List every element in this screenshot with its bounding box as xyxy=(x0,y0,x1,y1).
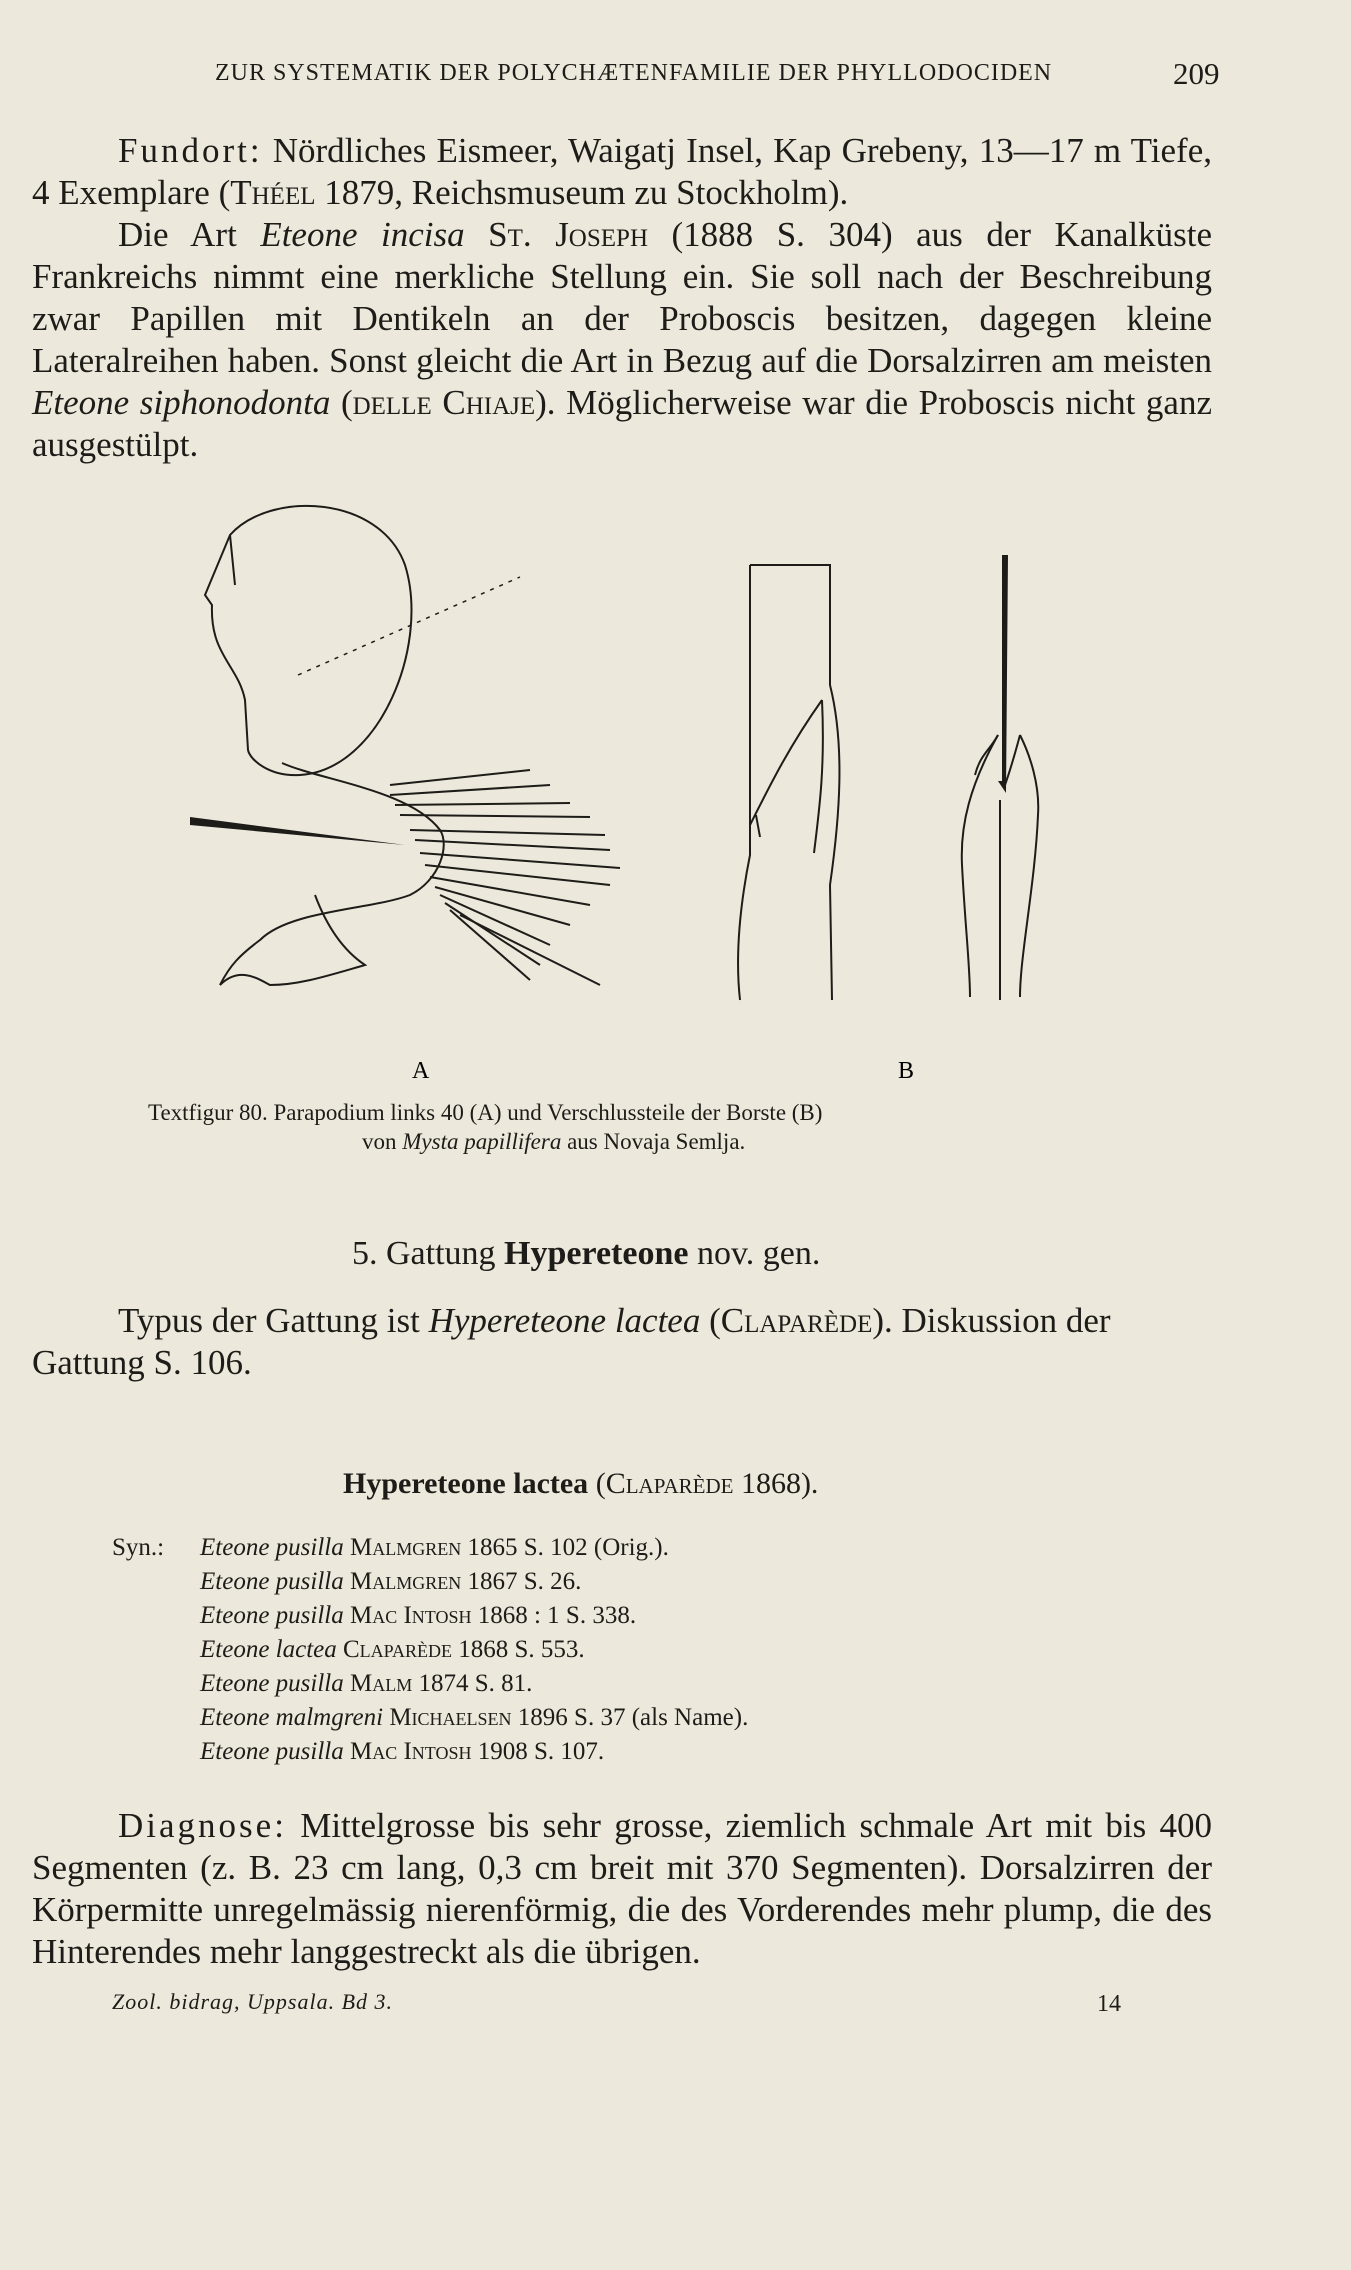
author-theel: Théel xyxy=(230,173,316,212)
figure-label-a: A xyxy=(412,1058,430,1084)
synonym-ref: 1868 S. 553. xyxy=(452,1636,585,1663)
synonym-ref: 1896 S. 37 (als Name). xyxy=(511,1704,749,1731)
species-author: Claparède xyxy=(605,1467,734,1500)
seta-closure-drawing-b xyxy=(738,565,1038,1000)
text-run: ). Möglicherweise war die Proboscis nicht ganz ausgestülpt. xyxy=(32,383,1212,464)
text-run: nov. gen. xyxy=(688,1235,821,1272)
species-heading xyxy=(343,1467,818,1501)
author-st-joseph: St. Joseph xyxy=(488,215,648,254)
synonym-row xyxy=(112,1599,748,1633)
synonym-author: Malm xyxy=(349,1670,413,1697)
synonym-author: Malmgren xyxy=(349,1534,462,1561)
author-claparede: Claparède xyxy=(720,1301,873,1340)
synonym-name: Eteone pusilla xyxy=(200,1738,344,1765)
text-run xyxy=(465,215,489,254)
synonym-row xyxy=(112,1701,748,1735)
synonym-prefix: Syn.: xyxy=(112,1534,165,1561)
caption-line-1: Textfigur 80. Parapodium links 40 (A) und Verschlussteile der Borste (B) xyxy=(148,1100,823,1125)
text-run: Typus der Gattung ist xyxy=(118,1301,429,1340)
synonym-row xyxy=(112,1735,748,1769)
synonym-ref: 1865 S. 102 (Orig.). xyxy=(461,1534,669,1561)
author-delle-chiaje: delle Chiaje xyxy=(352,383,536,422)
synonym-name: Eteone pusilla xyxy=(200,1568,344,1595)
synonym-row xyxy=(112,1531,748,1565)
fundort-paragraph xyxy=(32,130,1212,214)
section-heading xyxy=(352,1235,820,1273)
synonym-name: Eteone malmgreni xyxy=(200,1704,384,1731)
seta-shaft xyxy=(998,555,1008,793)
synonym-name: Eteone pusilla xyxy=(200,1534,344,1561)
text-run: ). Diskussion der Gattung S. 106. xyxy=(32,1301,1111,1382)
synonym-ref: 1868 : 1 S. 338. xyxy=(471,1602,637,1629)
fundort-tail: 1879, Reichsmuseum zu Stockholm). xyxy=(315,173,849,212)
text-run: ( xyxy=(700,1301,721,1340)
diagnose-text: Mittelgrosse bis sehr grosse, ziemlich schmale Art mit bis 400 Segmenten (z. B. 23 cm lang, 0,3 cm breit mit 370 Segmenten). Dorsalzirren der Körpermitte unregelmässig nierenförmig, die des Vorderendes mehr plump, die des Hinterendes mehr langgestreckt als die übrigen. xyxy=(32,1806,1212,1971)
caption-line-2 xyxy=(148,1127,1148,1156)
synonym-ref: 1874 S. 81. xyxy=(412,1670,533,1697)
text-run: ( xyxy=(330,383,353,422)
incisa-paragraph xyxy=(32,214,1212,466)
fundort-label: Fundort: xyxy=(118,131,263,170)
page-number: 209 xyxy=(1173,56,1220,91)
synonym-author: Claparède xyxy=(343,1636,453,1663)
synonym-list xyxy=(112,1531,748,1769)
text-run: aus Novaja Semlja. xyxy=(561,1129,746,1154)
diagnose-paragraph xyxy=(32,1805,1212,1973)
typus-paragraph xyxy=(32,1300,1212,1384)
synonym-name: Eteone pusilla xyxy=(200,1602,344,1629)
parapodium-drawing-a xyxy=(205,506,620,985)
text-run: 1868). xyxy=(733,1467,819,1500)
acicula xyxy=(190,817,405,845)
synonym-row xyxy=(112,1565,748,1599)
fundort-text: Nördliches Eismeer, Waigatj Insel, Kap Grebeny, 13—17 m Tiefe, 4 Exemplare ( xyxy=(32,131,1212,212)
species-name: Hypereteone lactea xyxy=(343,1467,589,1500)
text-run: 5. Gattung xyxy=(352,1235,505,1272)
synonym-author: Michaelsen xyxy=(389,1704,512,1731)
synonym-ref: 1867 S. 26. xyxy=(461,1568,582,1595)
species-eteone-siphonodonta: Eteone siphonodonta xyxy=(32,383,331,422)
species-mysta-papillifera: Mysta papillifera xyxy=(402,1129,562,1154)
sheet-number: 14 xyxy=(1097,1991,1121,2017)
synonym-author: Malmgren xyxy=(349,1568,462,1595)
intro-text xyxy=(32,130,1212,466)
synonym-row xyxy=(112,1633,748,1667)
text-run: (1888 S. 304) aus der Kanalküste Frankreichs nimmt eine merkliche Stellung ein. Sie soll nach der Beschreibung zwar Papillen mit Dentikeln an der Proboscis besitzen, dagegen kleine Lateralreihen haben. Sonst gleicht die Art in Bezug auf die Dorsalzirren am meisten xyxy=(32,215,1212,380)
textfigur-80-drawing xyxy=(150,485,1150,1084)
genus-hypereteone: Hypereteone xyxy=(504,1235,689,1272)
journal-footer: Zool. bidrag, Uppsala. Bd 3. xyxy=(112,1989,394,2014)
species-eteone-incisa: Eteone incisa xyxy=(260,215,465,254)
figure-caption xyxy=(148,1098,1148,1156)
diagnose-label: Diagnose: xyxy=(118,1806,287,1845)
species-hypereteone-lactea: Hypereteone lactea xyxy=(428,1301,701,1340)
text-run: ( xyxy=(588,1467,606,1500)
synonym-row xyxy=(112,1667,748,1701)
figure-label-b: B xyxy=(898,1058,915,1084)
synonym-name: Eteone pusilla xyxy=(200,1670,344,1697)
running-head: ZUR SYSTEMATIK DER POLYCHÆTENFAMILIE DER PHYLLODOCIDEN xyxy=(215,60,1053,86)
text-run: von xyxy=(362,1129,403,1154)
synonym-author: Mac Intosh xyxy=(349,1602,472,1629)
synonym-ref: 1908 S. 107. xyxy=(471,1738,605,1765)
synonym-name: Eteone lactea xyxy=(200,1636,337,1663)
text-run: Die Art xyxy=(118,215,261,254)
synonym-author: Mac Intosh xyxy=(349,1738,472,1765)
